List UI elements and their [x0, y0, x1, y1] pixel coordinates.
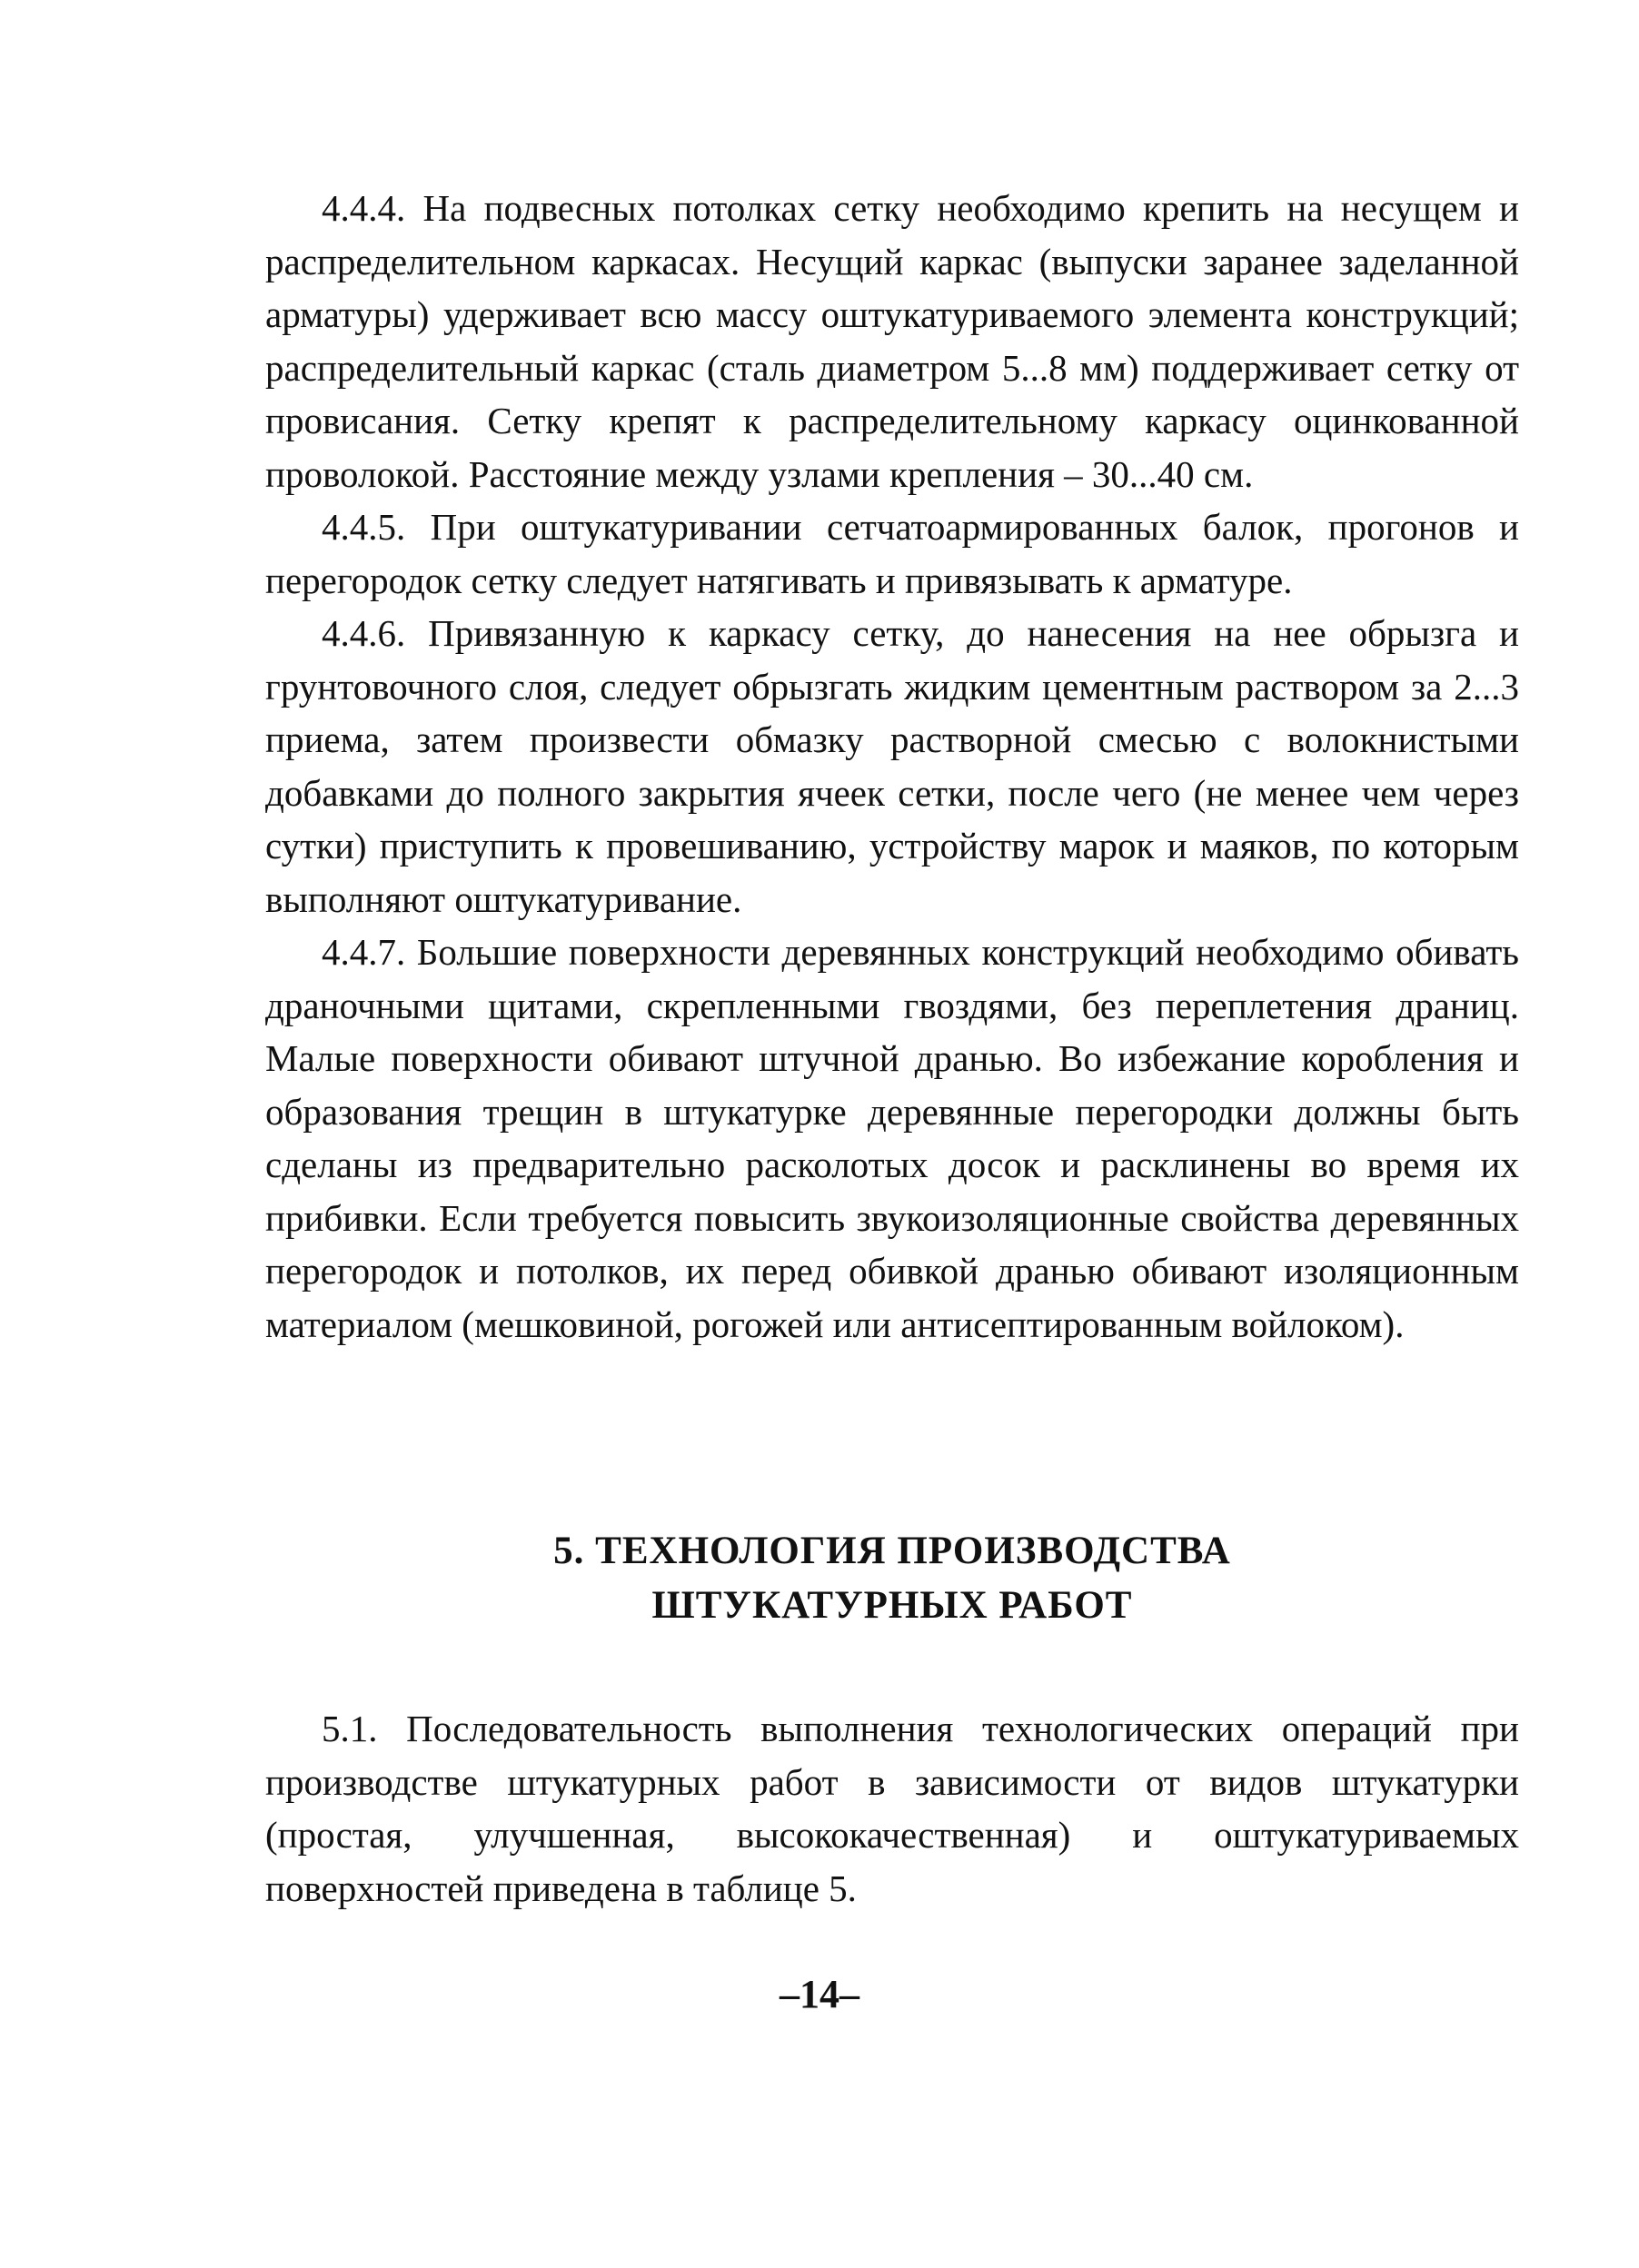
section-heading: [265, 1524, 1519, 1633]
paragraph-4-4-5: 4.4.5. При оштукатуривании сетчатоармированных балок, прогонов и перегородок сетку следует натягивать и привязывать к арматуре.: [265, 506, 1519, 601]
section-heading-line-1: 5. ТЕХНОЛОГИЯ ПРОИЗВОДСТВА: [553, 1530, 1231, 1572]
body-text-bottom: [265, 1702, 1519, 1915]
paragraph-4-4-4: 4.4.4. На подвесных потолках сетку необходимо крепить на несущем и распределительном каркасах. Несущий каркас (выпуски заранее заделанной арматуры) удерживает всю массу оштукатуриваемого элемента конструкций; распределительный каркас (сталь диаметром 5...8 мм) поддерживает сетку от провисания. Сетку крепят к распределительному каркасу оцинкованной проволокой. Расстояние между узлами крепления – 30...40 см.: [265, 187, 1519, 495]
section-heading-line-2: ШТУКАТУРНЫХ РАБОТ: [651, 1584, 1133, 1627]
page-number: –14–: [780, 1972, 859, 2016]
paragraph-4-4-6: 4.4.6. Привязанную к каркасу сетку, до нанесения на нее обрызга и грунтовочного слоя, следует обрызгать жидким цементным раствором за 2...3 приема, затем произвести обмазку растворной смесью с волокнистыми добавками до полного закрытия ячеек сетки, после чего (не менее чем через сутки) приступить к провешиванию, устройству марок и маяков, по которым выполняют оштукатуривание.: [265, 612, 1519, 920]
paragraph-4-4-7: 4.4.7. Большие поверхности деревянных конструкций необходимо обивать драночными щитами, скрепленными гвоздями, без переплетения драниц. Малые поверхности обивают штучной дранью. Во избежание коробления и образования трещин в штукатурке деревянные перегородки должны быть сделаны из предварительно расколотых досок и расклинены во время их прибивки. Если требуется повысить звукоизоляционные свойства деревянных перегородок и потолков, их перед обивкой дранью обивают изоляционным материалом (мешковиной, рогожей или антисептированным войлоком).: [265, 931, 1519, 1345]
body-text-top: [265, 182, 1519, 1351]
paragraph-5-1: 5.1. Последовательность выполнения технологических операций при производстве штукатурных работ в зависимости от видов штукатурки (простая, улучшенная, высококачественная) и оштукатуриваемых поверхностей приведена в таблице 5.: [265, 1708, 1519, 1909]
